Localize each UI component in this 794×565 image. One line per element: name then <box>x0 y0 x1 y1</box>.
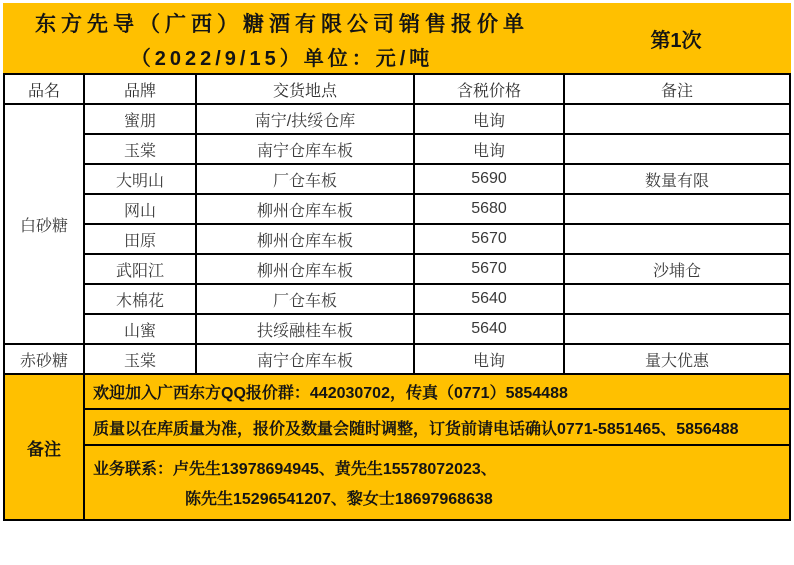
table-row <box>4 104 790 134</box>
table-row <box>4 194 790 224</box>
brand-cell: 玉棠 <box>84 134 196 164</box>
remarks-label: 备注 <box>5 375 85 519</box>
table-row <box>4 344 790 374</box>
brand-cell: 蜜朋 <box>84 104 196 134</box>
column-header-note: 备注 <box>564 74 790 104</box>
table-header-row <box>4 74 790 104</box>
title-block <box>3 3 561 73</box>
location-cell: 南宁仓库车板 <box>196 344 414 374</box>
contact-line-1: 业务联系：卢先生13978694945、黄先生15578072023、 <box>93 461 497 478</box>
brand-cell: 山蜜 <box>84 314 196 344</box>
price-cell: 5670 <box>414 224 564 254</box>
remarks-line-contacts <box>85 446 789 519</box>
note-cell <box>564 314 790 344</box>
table-row <box>4 254 790 284</box>
price-cell: 5680 <box>414 194 564 224</box>
brand-cell: 田原 <box>84 224 196 254</box>
column-header-location: 交货地点 <box>196 74 414 104</box>
location-cell: 厂仓车板 <box>196 164 414 194</box>
column-header-product: 品名 <box>4 74 84 104</box>
location-cell: 南宁仓库车板 <box>196 134 414 164</box>
location-cell: 厂仓车板 <box>196 284 414 314</box>
note-cell <box>564 224 790 254</box>
product-group-cell: 赤砂糖 <box>4 344 84 374</box>
remarks-section <box>3 375 791 521</box>
price-cell: 5640 <box>414 284 564 314</box>
location-cell: 柳州仓库车板 <box>196 194 414 224</box>
price-cell: 5640 <box>414 314 564 344</box>
note-cell: 量大优惠 <box>564 344 790 374</box>
column-header-price: 含税价格 <box>414 74 564 104</box>
note-cell <box>564 194 790 224</box>
location-cell: 扶绥融桂车板 <box>196 314 414 344</box>
brand-cell: 武阳江 <box>84 254 196 284</box>
page-title: 东方先导（广西）糖酒有限公司销售报价单 <box>35 12 529 36</box>
remarks-line-quality: 质量以在库质量为准，报价及数量会随时调整，订货前请电话确认0771-5851465、5856488 <box>85 410 789 446</box>
remarks-line-qq: 欢迎加入广西东方QQ报价群：442030702，传真（0771）5854488 <box>85 375 789 410</box>
column-header-brand: 品牌 <box>84 74 196 104</box>
contact-line-2: 陈先生15296541207、黎女士18697968638 <box>185 491 493 508</box>
brand-cell: 玉棠 <box>84 344 196 374</box>
price-cell: 5690 <box>414 164 564 194</box>
remarks-rows <box>85 375 789 519</box>
quotation-table <box>3 73 791 375</box>
brand-cell: 网山 <box>84 194 196 224</box>
price-cell: 电询 <box>414 104 564 134</box>
location-cell: 柳州仓库车板 <box>196 254 414 284</box>
sheet-header <box>3 3 791 73</box>
table-row <box>4 314 790 344</box>
price-cell: 电询 <box>414 134 564 164</box>
table-row <box>4 224 790 254</box>
note-cell <box>564 104 790 134</box>
table-row <box>4 284 790 314</box>
note-cell <box>564 134 790 164</box>
product-group-cell: 白砂糖 <box>4 104 84 344</box>
table-row <box>4 134 790 164</box>
location-cell: 南宁/扶绥仓库 <box>196 104 414 134</box>
price-cell: 5670 <box>414 254 564 284</box>
note-cell: 数量有限 <box>564 164 790 194</box>
table-row <box>4 164 790 194</box>
brand-cell: 大明山 <box>84 164 196 194</box>
quotation-sheet <box>3 3 791 559</box>
note-cell: 沙埔仓 <box>564 254 790 284</box>
issue-number: 第1次 <box>650 29 702 52</box>
page-subtitle: （2022/9/15）单位：元/吨 <box>130 47 434 70</box>
price-cell: 电询 <box>414 344 564 374</box>
brand-cell: 木棉花 <box>84 284 196 314</box>
location-cell: 柳州仓库车板 <box>196 224 414 254</box>
note-cell <box>564 284 790 314</box>
